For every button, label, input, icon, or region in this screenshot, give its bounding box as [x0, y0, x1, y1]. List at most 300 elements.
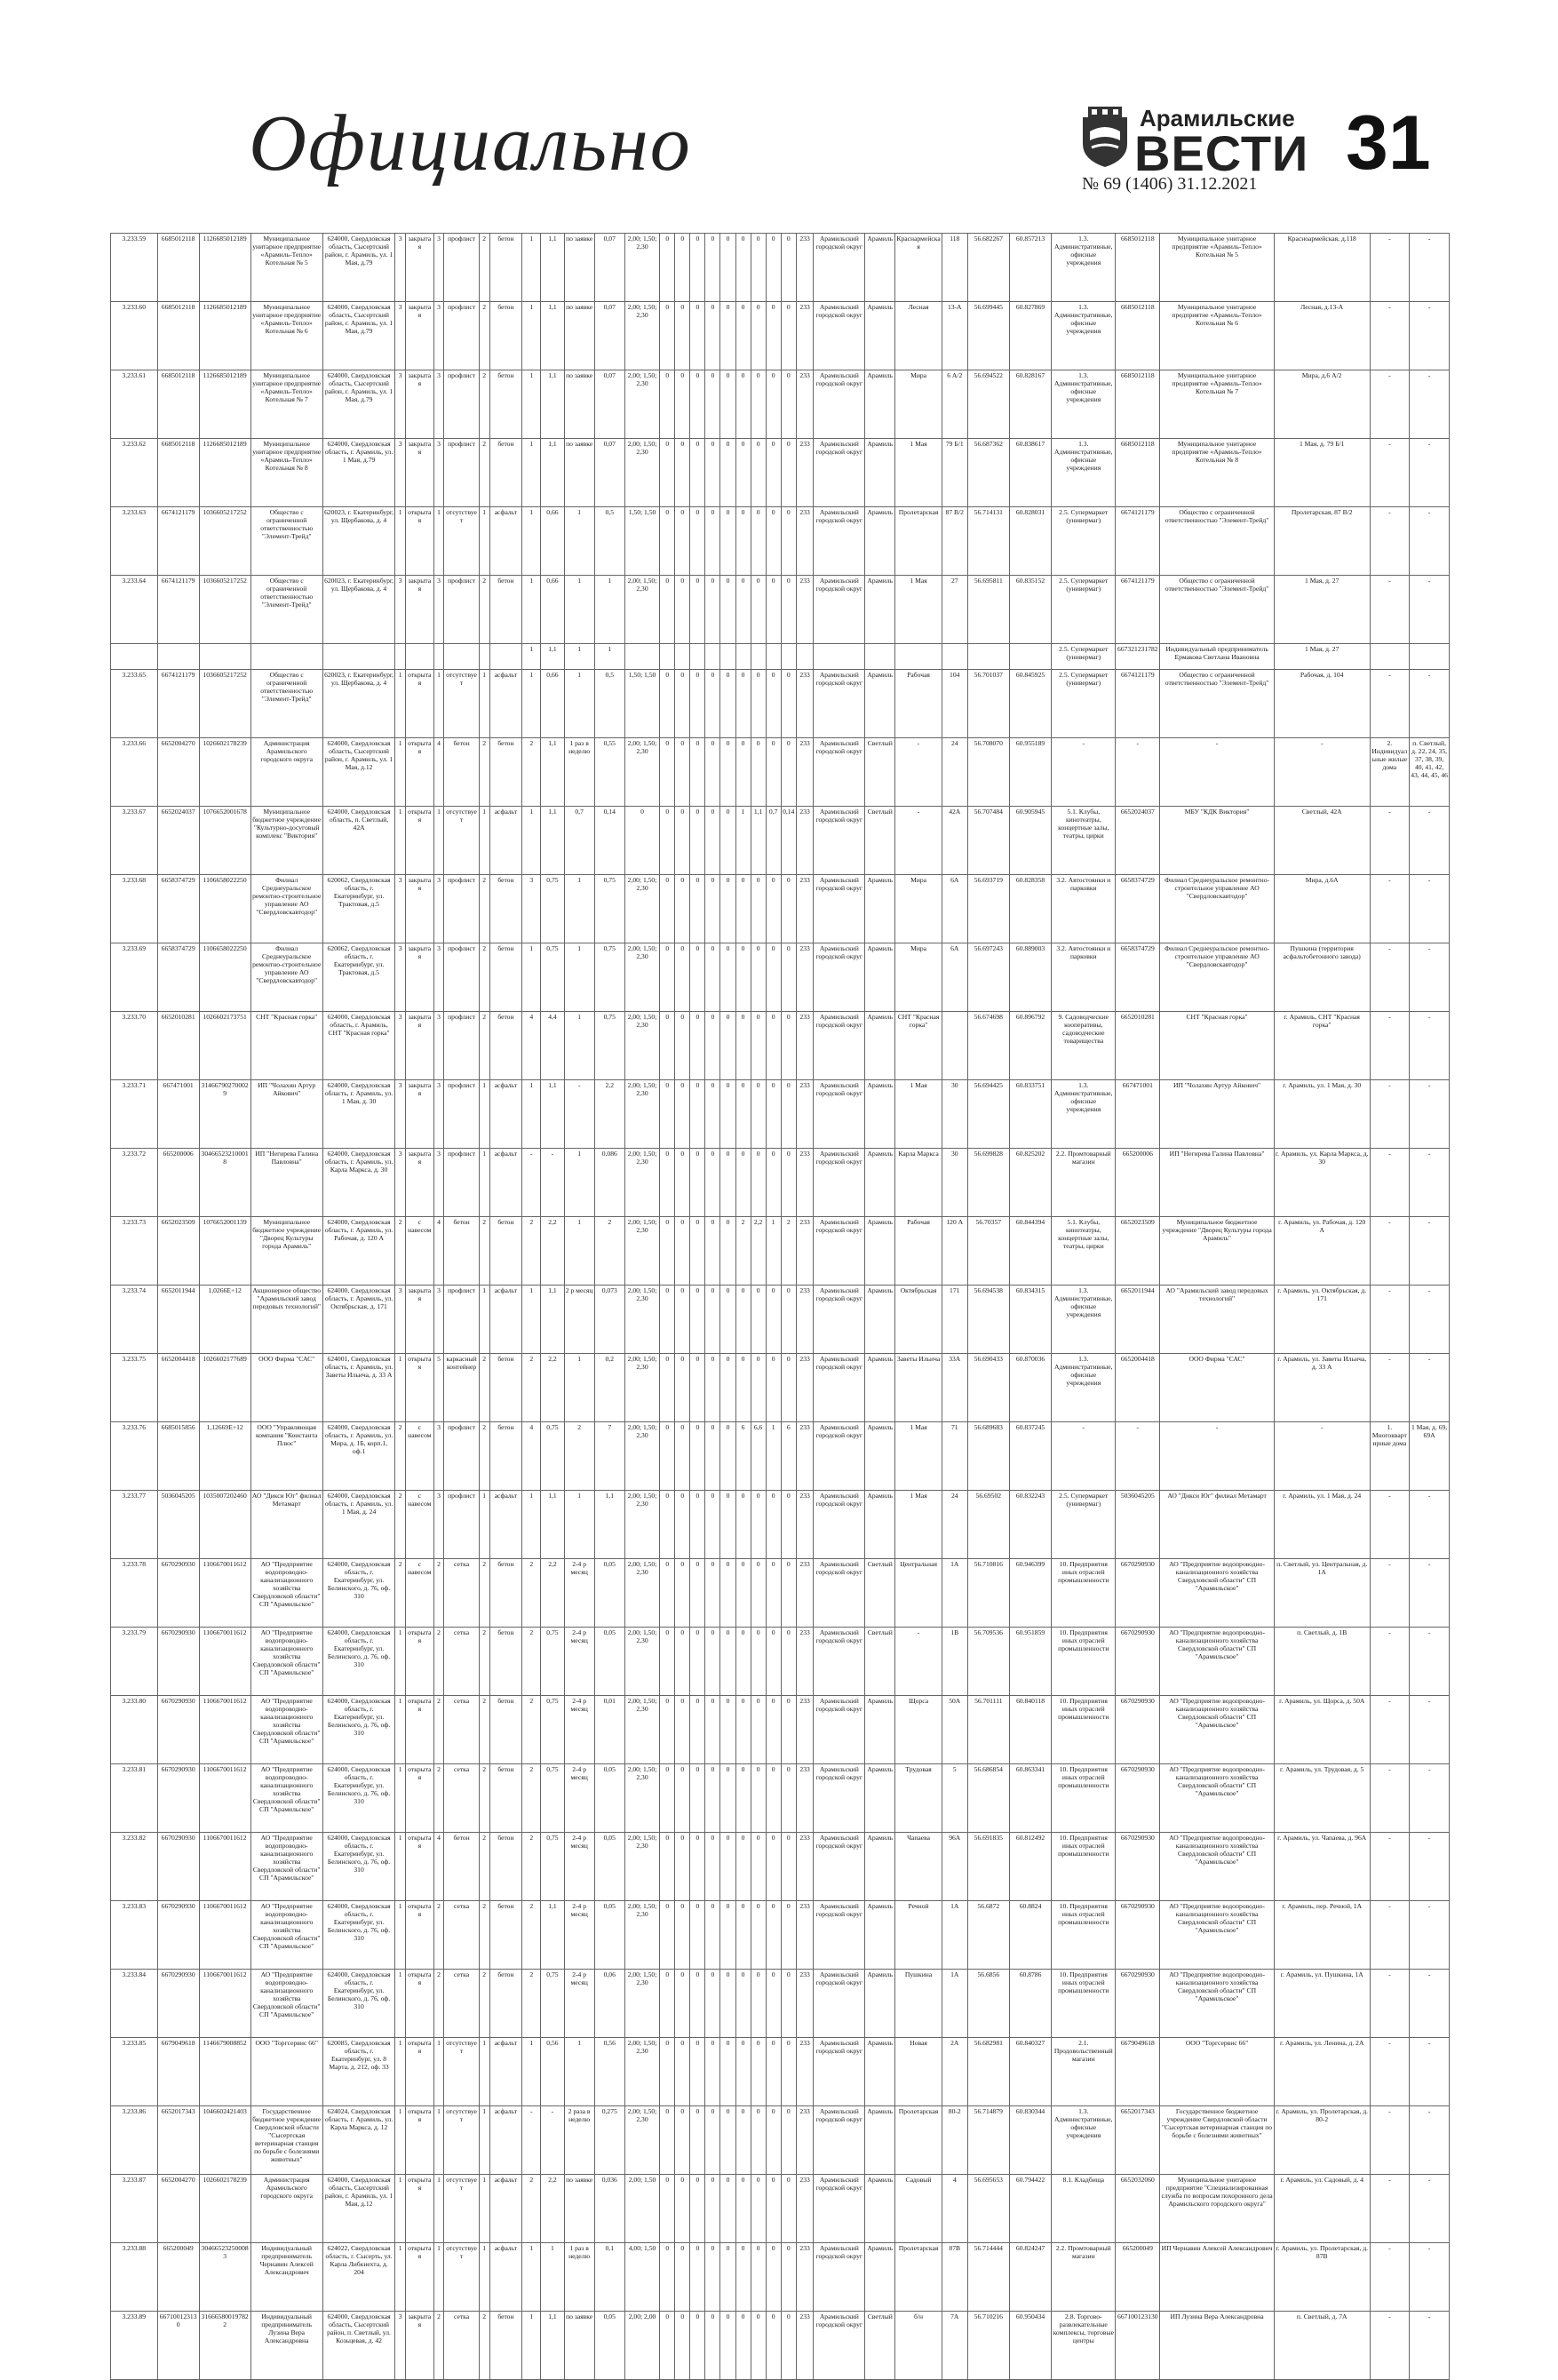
table-cell [796, 644, 814, 670]
table-cell: 80-2 [942, 2106, 967, 2175]
table-cell: Арамильский городской округ [814, 2038, 865, 2106]
table-cell: 0 [675, 507, 690, 576]
table-cell: 56.710216 [967, 2312, 1009, 2380]
table-cell: 0 [705, 1901, 720, 1970]
table-cell: 24 [942, 738, 967, 807]
table-cell [705, 644, 720, 670]
table-cell: 0,66 [541, 670, 564, 738]
table-cell: закрытая [406, 1149, 434, 1217]
table-cell [1370, 644, 1410, 670]
table-cell: ИП "Негирева Галина Павловна" [250, 1149, 322, 1217]
table-cell [967, 644, 1009, 670]
table-cell: 0 [705, 670, 720, 738]
table-cell: 6658374729 [157, 875, 199, 943]
table-cell: Филиал Среднеуральское ремонтно-строительное управление АО "Свердловскавтодор" [1160, 875, 1275, 943]
table-cell: Муниципальное унитарное предприятие «Арамиль-Тепло» Котельная № 8 [1160, 439, 1275, 507]
table-cell: АО "Арамильский завод передовых технологий" [1160, 1286, 1275, 1354]
table-cell: - [1410, 370, 1450, 439]
table-cell: 6658374729 [1116, 875, 1160, 943]
table-cell: 233 [796, 1354, 814, 1422]
table-cell: 6670290930 [157, 1559, 199, 1628]
table-cell: - [1370, 1012, 1410, 1080]
table-cell: 6 А/2 [942, 370, 967, 439]
table-cell: бетон [489, 1970, 522, 2038]
table-cell: 56.694538 [967, 1286, 1009, 1354]
table-cell: 2.5. Супермаркет (универмаг) [1052, 1491, 1116, 1559]
table-cell: 2-4 р месяц [564, 1628, 594, 1696]
table-cell: 0 [660, 670, 675, 738]
table-cell: - [1410, 1217, 1450, 1286]
table-cell: 0 [735, 875, 751, 943]
table-cell: - [1410, 807, 1450, 875]
table-cell: 1106670011612 [199, 1901, 250, 1970]
table-cell: 3 [433, 1012, 444, 1080]
table-cell: 1,1 [594, 1491, 624, 1559]
table-cell: 0 [766, 738, 781, 807]
table-cell: 0 [705, 875, 720, 943]
table-cell: 2,00; 1,50; 2,30 [624, 1149, 659, 1217]
table-cell: 0 [751, 1628, 766, 1696]
table-cell: Рабочая, д. 104 [1274, 670, 1370, 738]
table-cell: 6674121179 [157, 670, 199, 738]
table-cell: профлист [444, 302, 479, 370]
table-subrow [111, 644, 1450, 670]
table-cell: 2 [522, 2175, 541, 2243]
table-row [111, 2038, 1450, 2106]
table-cell: 665200049 [157, 2243, 199, 2312]
table-row [111, 507, 1450, 576]
table-cell [1410, 644, 1450, 670]
table-cell: 1 [522, 2312, 541, 2380]
table-cell: 96А [942, 1833, 967, 1901]
table-cell: бетон [489, 1901, 522, 1970]
table-cell: 2,00; 1,50; 2,30 [624, 1422, 659, 1491]
table-cell: 0 [660, 302, 675, 370]
table-cell: 5036045205 [157, 1491, 199, 1559]
table-cell: 233 [796, 576, 814, 644]
table-cell: 1 [564, 670, 594, 738]
table-cell: 6685012118 [1116, 439, 1160, 507]
table-cell: 2 [522, 1764, 541, 1833]
table-cell: 3.233.86 [111, 2106, 158, 2175]
table-cell: Речной [895, 1901, 942, 1970]
table-cell: - [1370, 670, 1410, 738]
table-cell: 0 [751, 1764, 766, 1833]
table-cell: 0 [781, 1696, 796, 1764]
table-cell: 5036045205 [1116, 1491, 1160, 1559]
table-cell: 5 [433, 1354, 444, 1422]
table-cell: 0 [720, 943, 735, 1012]
table-cell: 3.233.60 [111, 302, 158, 370]
table-cell: 0 [781, 875, 796, 943]
table-cell: 2.1. Продовольственный магазин [1052, 2038, 1116, 2106]
table-cell: ИП Лузина Вера Александровна [1160, 2312, 1275, 2380]
table-cell: 624000, Свердловская область, г. Арамиль, СНТ "Красная горка" [322, 1012, 394, 1080]
table-cell: открытая [406, 1901, 434, 1970]
table-cell: отсутствует [444, 2175, 479, 2243]
table-cell: Арамиль [865, 302, 895, 370]
table-cell: 0 [660, 738, 675, 807]
table-cell: 2. Индивидуальные жилые дома [1370, 738, 1410, 807]
table-cell: 0 [735, 370, 751, 439]
table-cell: 2 [479, 234, 489, 302]
table-cell: 0 [781, 1080, 796, 1149]
table-cell: 624000, Свердловская область, г. Арамиль, ул. 1 Мая, д. 30 [322, 1080, 394, 1149]
table-cell: 60.845925 [1009, 670, 1051, 738]
table-cell: 1126685012189 [199, 302, 250, 370]
table-cell: 0 [720, 2312, 735, 2380]
table-cell: Пролетарская, 87 В/2 [1274, 507, 1370, 576]
table-cell: 1 Мая [895, 1080, 942, 1149]
table-cell: 0 [660, 1286, 675, 1354]
table-cell: 0 [720, 1354, 735, 1422]
table-cell: 0 [690, 439, 705, 507]
table-cell: 0,75 [541, 943, 564, 1012]
table-cell: открытая [406, 2175, 434, 2243]
table-cell: 0 [660, 1422, 675, 1491]
table-cell: открытая [406, 807, 434, 875]
table-cell: 1 [479, 807, 489, 875]
table-cell: 2,00; 1,50; 2,30 [624, 738, 659, 807]
table-cell: 0,75 [541, 875, 564, 943]
table-cell: 3 [395, 1012, 406, 1080]
table-cell: по заявке [564, 302, 594, 370]
table-cell: 1,12669E+12 [199, 1422, 250, 1491]
table-cell: 624000, Свердловская область, Сысертский район, г. Арамиль, ул. 1 Мая, д.79 [322, 370, 394, 439]
table-cell: с навесом [406, 1559, 434, 1628]
table-cell: 1 [395, 1833, 406, 1901]
table-cell: Светлый [865, 1628, 895, 1696]
table-cell: 0 [660, 439, 675, 507]
table-cell: Муниципальное унитарное предприятие «Арамиль-Тепло» Котельная № 5 [1160, 234, 1275, 302]
table-cell: 0 [751, 1080, 766, 1149]
table-cell: 0 [675, 234, 690, 302]
table-cell: 56.687362 [967, 439, 1009, 507]
table-cell: 0 [751, 439, 766, 507]
table-cell: 4 [522, 1012, 541, 1080]
table-cell: 0 [781, 234, 796, 302]
table-cell: - [1370, 2312, 1410, 2380]
table-row [111, 1149, 1450, 1217]
table-cell: 3.233.72 [111, 1149, 158, 1217]
table-cell: асфальт [489, 1080, 522, 1149]
table-cell: б/н [895, 2312, 942, 2380]
table-cell: 0 [751, 576, 766, 644]
table-cell: 0 [781, 1628, 796, 1696]
table-cell: 2,00; 1,50; 2,30 [624, 1012, 659, 1080]
table-cell: профлист [444, 576, 479, 644]
table-cell: 1 [479, 2106, 489, 2175]
table-cell: Заветы Ильича [895, 1354, 942, 1422]
table-cell: бетон [489, 1559, 522, 1628]
table-cell: 6685012118 [157, 439, 199, 507]
table-cell: 1.3. Административные, офисные учреждения [1052, 1354, 1116, 1422]
table-cell: 0 [720, 302, 735, 370]
table-cell: 1 [522, 670, 541, 738]
table-cell: 2,2 [541, 1217, 564, 1286]
table-cell: Муниципальное унитарное предприятие «Арамиль-Тепло» Котельная № 7 [250, 370, 322, 439]
table-cell: профлист [444, 943, 479, 1012]
table-cell: 0 [781, 670, 796, 738]
table-cell: 6685012118 [157, 370, 199, 439]
table-cell: асфальт [489, 2106, 522, 2175]
table-cell: 233 [796, 2038, 814, 2106]
table-cell: 0 [766, 234, 781, 302]
table-cell: 6670290930 [157, 1764, 199, 1833]
table-cell: 6685012118 [157, 302, 199, 370]
table-cell: 0 [766, 1012, 781, 1080]
table-cell: 2,00; 1,50; 2,30 [624, 1559, 659, 1628]
table-cell: 6652023509 [1116, 1217, 1160, 1286]
table-cell: 4,4 [541, 1012, 564, 1080]
table-cell: 233 [796, 302, 814, 370]
table-cell: 0 [735, 1833, 751, 1901]
table-cell: - [1116, 1422, 1160, 1491]
table-cell: 1 [522, 576, 541, 644]
table-cell: - [1410, 1764, 1450, 1833]
table-cell: 0 [781, 507, 796, 576]
table-cell: - [1410, 576, 1450, 644]
table-cell: Арамиль [865, 670, 895, 738]
table-cell: г. Арамиль, ул. Садовый, д. 4 [1274, 2175, 1370, 2243]
table-cell: 56.694425 [967, 1080, 1009, 1149]
table-cell: - [1370, 1217, 1410, 1286]
table-cell: 0 [751, 1149, 766, 1217]
table-cell: 0 [735, 1628, 751, 1696]
table-cell: 0 [675, 943, 690, 1012]
table-cell: 0 [660, 1080, 675, 1149]
table-cell: 2.2. Промтоварный магазин [1052, 1149, 1116, 1217]
table-cell: 1026602178239 [199, 2175, 250, 2243]
table-cell: 60.830344 [1009, 2106, 1051, 2175]
table-cell: г. Арамиль, ул. Пушкина, 1А [1274, 1970, 1370, 2038]
table-cell: 0,2 [594, 1354, 624, 1422]
table-cell: 2 [522, 1217, 541, 1286]
table-cell: 0 [690, 807, 705, 875]
table-cell: 0 [660, 2106, 675, 2175]
table-cell: 0 [720, 507, 735, 576]
table-cell: асфальт [489, 507, 522, 576]
table-cell: каркасный контейнер [444, 1354, 479, 1422]
table-cell: 56.6856 [967, 1970, 1009, 2038]
table-cell: - [1370, 2175, 1410, 2243]
table-cell: СНТ "Красная горка" [250, 1012, 322, 1080]
table-cell: Арамильский городской округ [814, 1354, 865, 1422]
table-cell: Мира, д.6 А/2 [1274, 370, 1370, 439]
table-cell: АО "Предприятие водопроводно-канализационного хозяйства Свердловской области" СП "Арамильское" [250, 1764, 322, 1833]
table-cell: 3.233.65 [111, 670, 158, 738]
table-cell: 233 [796, 1970, 814, 2038]
table-cell: 3.233.67 [111, 807, 158, 875]
table-cell: 56.689683 [967, 1422, 1009, 1491]
table-cell: 0 [660, 1217, 675, 1286]
table-cell: 6 [735, 1422, 751, 1491]
table-cell: 56.682267 [967, 234, 1009, 302]
table-cell: 0 [675, 1628, 690, 1696]
table-cell: - [1410, 1354, 1450, 1422]
table-cell: 667100123130 [157, 2312, 199, 2380]
table-cell: г. Арамиль, ул. 1 Мая, д. 24 [1274, 1491, 1370, 1559]
table-cell: 60.828031 [1009, 507, 1051, 576]
table-cell: Арамильский городской округ [814, 370, 865, 439]
table-cell: 0 [675, 370, 690, 439]
table-cell: 2 [522, 1970, 541, 2038]
table-cell: 0 [675, 1217, 690, 1286]
table-cell: 1 [433, 2106, 444, 2175]
table-cell: 0,7 [766, 807, 781, 875]
table-cell: Садовый [895, 2175, 942, 2243]
table-cell: 3 [395, 234, 406, 302]
table-cell: 0 [660, 1628, 675, 1696]
table-cell: 0 [660, 1833, 675, 1901]
table-cell: 0,05 [594, 1628, 624, 1696]
table-row [111, 1833, 1450, 1901]
table-cell: 0 [660, 370, 675, 439]
table-cell: бетон [489, 302, 522, 370]
table-cell: Индивидуальный предприниматель Лузина Вера Александровна [250, 2312, 322, 2380]
table-cell: Муниципальное унитарное предприятие "Специализированная служба по вопросам похоронного дела Арамильского городского округа" [1160, 2175, 1275, 2243]
table-cell: 1 [522, 1491, 541, 1559]
table-cell: 0 [781, 1012, 796, 1080]
table-cell: 56.709536 [967, 1628, 1009, 1696]
table-cell: 2 р месяц [564, 1286, 594, 1354]
table-cell: 233 [796, 507, 814, 576]
table-cell: 2-4 р месяц [564, 1970, 594, 2038]
table-cell: 1,50; 1,50 [624, 670, 659, 738]
table-cell: 2 [479, 1422, 489, 1491]
table-cell: 0 [675, 670, 690, 738]
table-cell: 1 [564, 1217, 594, 1286]
table-cell: 1 Мая [895, 1422, 942, 1491]
table-cell: 0 [766, 1559, 781, 1628]
table-cell: Светлый, 42А [1274, 807, 1370, 875]
table-cell: 2,2 [541, 1354, 564, 1422]
table-cell: 2 [479, 875, 489, 943]
table-cell: 0 [690, 1354, 705, 1422]
table-cell: 0 [751, 370, 766, 439]
table-cell: отсутствует [444, 507, 479, 576]
table-cell: п. Светлый, д. 22, 24, 35, 37, 38, 39, 40, 41, 42, 43, 44, 45, 46 [1410, 738, 1450, 807]
table-cell: 624000, Свердловская область, г. Арамиль, ул. Мира, д. 1Б, корп.1, оф.1 [322, 1422, 394, 1491]
table-cell: 1 Мая [895, 576, 942, 644]
table-cell: 1 [395, 507, 406, 576]
table-cell: 0 [720, 1286, 735, 1354]
table-cell: 0,7 [564, 807, 594, 875]
table-cell: 0 [660, 1149, 675, 1217]
table-cell: 233 [796, 670, 814, 738]
table-cell: 6670290930 [157, 1901, 199, 1970]
table-cell: - [1274, 1422, 1370, 1491]
table-cell: бетон [489, 1696, 522, 1764]
table-cell: 0 [705, 2175, 720, 2243]
table-cell: 0,5 [594, 670, 624, 738]
table-cell: 1 [395, 1764, 406, 1833]
table-cell: АО "Предприятие водопроводно-канализационного хозяйства Свердловской области" СП "Арамильское" [1160, 1901, 1275, 1970]
table-cell [157, 644, 199, 670]
table-cell: 0 [766, 507, 781, 576]
table-cell: 1 [479, 507, 489, 576]
table-cell: 0 [766, 1354, 781, 1422]
table-cell: 2 [479, 576, 489, 644]
table-cell: 624000, Свердловская область, г. Екатеринбург, ул. Белинского, д. 76, оф. 310 [322, 1696, 394, 1764]
table-cell: 0 [705, 302, 720, 370]
table-cell: 0 [751, 1833, 766, 1901]
table-cell: профлист [444, 1422, 479, 1491]
table-cell: 2,00; 1,50; 2,30 [624, 1286, 659, 1354]
table-cell: 0 [660, 943, 675, 1012]
table-cell: 620023, г. Екатеринбург, ул. Щербакова, д. 4 [322, 576, 394, 644]
table-cell: 6674121179 [1116, 670, 1160, 738]
table-cell: 4,00; 1,50 [624, 2243, 659, 2312]
table-cell: Арамиль [865, 576, 895, 644]
table-cell: 2 [479, 439, 489, 507]
table-cell: Арамиль [865, 875, 895, 943]
table-cell: 2,00; 1,50; 2,30 [624, 1628, 659, 1696]
table-cell: 0 [751, 1559, 766, 1628]
table-cell: - [1370, 1764, 1410, 1833]
table-cell: 0 [766, 1491, 781, 1559]
table-cell: 6670290930 [1116, 1970, 1160, 2038]
table-cell: 3.233.68 [111, 875, 158, 943]
table-cell: 6652004418 [157, 1354, 199, 1422]
table-cell: 1 [522, 1286, 541, 1354]
table-cell: 7 [594, 1422, 624, 1491]
table-cell: 1,1 [541, 1080, 564, 1149]
table-cell: 0 [735, 1354, 751, 1422]
table-cell: 3 [395, 1286, 406, 1354]
table-cell: 0 [690, 2038, 705, 2106]
table-cell: 87 В/2 [942, 507, 967, 576]
table-row [111, 670, 1450, 738]
registry-table [110, 233, 1450, 2380]
table-cell: бетон [489, 1764, 522, 1833]
table-cell: 0 [720, 807, 735, 875]
table-cell: 0 [690, 875, 705, 943]
table-cell: АО "Предприятие водопроводно-канализационного хозяйства Свердловской области" СП "Арамильское" [250, 1901, 322, 1970]
table-cell: открытая [406, 1833, 434, 1901]
table-cell: 0 [675, 439, 690, 507]
table-cell: - [1370, 2038, 1410, 2106]
table-cell: 0 [751, 1012, 766, 1080]
table-cell: 60.946399 [1009, 1559, 1051, 1628]
table-cell: 1 раз в неделю [564, 738, 594, 807]
table-cell: - [1410, 1080, 1450, 1149]
table-cell: 30 [942, 1080, 967, 1149]
table-cell: 1126685012189 [199, 234, 250, 302]
table-row [111, 1286, 1450, 1354]
table-cell: Арамиль [865, 1354, 895, 1422]
table-cell: 60.832243 [1009, 1491, 1051, 1559]
table-cell: 6652010281 [157, 1012, 199, 1080]
table-row [111, 943, 1450, 1012]
table-row [111, 1354, 1450, 1422]
table-cell: 5 [942, 1764, 967, 1833]
table-cell: 0 [720, 370, 735, 439]
table-cell: 624000, Свердловская область, г. Арамиль, ул. Карла Маркса, д. 30 [322, 1149, 394, 1217]
table-cell: 0 [705, 1422, 720, 1491]
table-cell: 2-4 р месяц [564, 1696, 594, 1764]
table-cell: 233 [796, 234, 814, 302]
table-cell: Филиал Среднеуральское ремонтно-строительное управление АО "Свердловскавтодор" [250, 943, 322, 1012]
table-cell: г. Арамиль, ул. Трудовая, д. 5 [1274, 1764, 1370, 1833]
table-cell: открытая [406, 1970, 434, 2038]
table-cell: АО "Предприятие водопроводно-канализационного хозяйства Свердловской области" СП "Арамильское" [250, 1559, 322, 1628]
table-cell: Арамиль [865, 507, 895, 576]
table-cell: 3.233.66 [111, 738, 158, 807]
table-cell: Арамиль [865, 1970, 895, 2038]
table-cell: 1,50; 1,50 [624, 507, 659, 576]
table-cell: 1106670011612 [199, 1833, 250, 1901]
